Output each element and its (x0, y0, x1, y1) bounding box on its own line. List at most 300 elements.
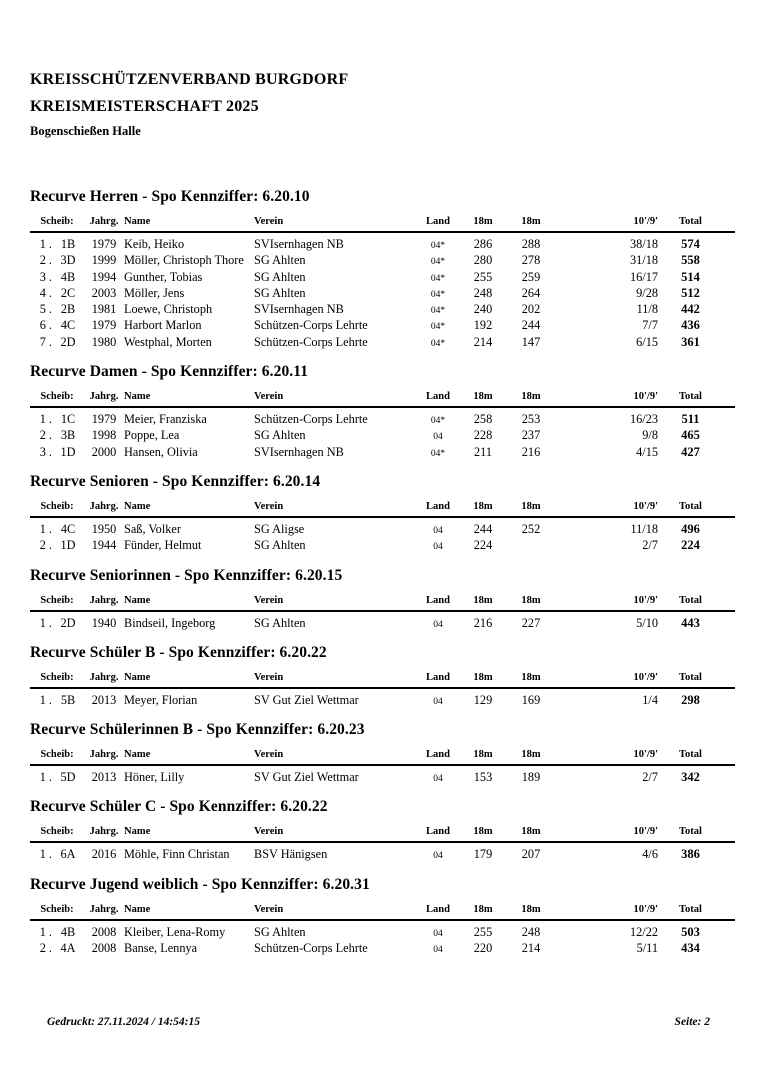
total-cell: 443 (681, 615, 700, 630)
total-cell: 512 (681, 285, 700, 300)
total-cell: 434 (681, 941, 700, 956)
score2-cell: 248 (521, 924, 541, 939)
club-cell: Schützen-Corps Lehrte (254, 412, 368, 427)
year-cell: 1979 (91, 237, 117, 251)
target-cell: 3D (60, 253, 76, 268)
score2-cell: 252 (521, 521, 541, 536)
table-body (30, 769, 735, 785)
result-section (30, 474, 735, 554)
column-header-total: Total (679, 500, 702, 512)
rank-cell: 1 . (39, 924, 52, 939)
column-header-18m-1: 18m (473, 749, 493, 761)
section-title: Recurve Jugend weiblich - Spo Kennziffer: 6.20.31 (30, 875, 370, 893)
total-cell: 503 (681, 924, 700, 939)
year-cell: 1980 (91, 334, 117, 349)
target-cell: 5B (60, 692, 76, 707)
column-header-jahrg: Jahrg. (89, 391, 119, 403)
table-body (30, 615, 735, 631)
target-cell: 2D (60, 615, 76, 630)
rank-cell: 1 . (39, 692, 52, 707)
column-header-tens: 10'/9' (633, 391, 658, 403)
score1-cell: 286 (473, 237, 493, 251)
column-header-18m-2: 18m (521, 826, 541, 838)
section-title: Recurve Damen - Spo Kennziffer: 6.20.11 (30, 363, 309, 381)
section-title: Recurve Herren - Spo Kennziffer: 6.20.10 (30, 188, 310, 205)
target-cell: 1D (60, 444, 76, 459)
column-header-total: Total (679, 749, 702, 761)
total-cell: 386 (681, 847, 700, 862)
table-row (30, 615, 735, 631)
land-cell: 04* (430, 257, 446, 268)
column-header-verein: Verein (254, 826, 284, 838)
column-header-name: Name (124, 594, 151, 606)
column-header-scheibe: Scheib: (40, 391, 74, 403)
column-header-18m-2: 18m (521, 216, 541, 227)
table-row (30, 537, 735, 553)
rank-cell: 1 . (39, 412, 52, 427)
column-header-tens: 10'/9' (633, 500, 658, 512)
column-header-verein: Verein (254, 903, 284, 915)
table-body (30, 846, 735, 862)
target-cell: 1D (60, 538, 76, 553)
tens-cell: 11/18 (630, 521, 658, 536)
target-cell: 6A (60, 847, 76, 862)
score1-cell: 192 (473, 318, 493, 333)
name-cell: Keib, Heiko (124, 237, 185, 251)
year-cell: 1979 (91, 412, 117, 427)
column-header-scheibe: Scheib: (40, 216, 74, 227)
rank-cell: 2 . (39, 538, 52, 553)
score2-cell: 227 (521, 615, 541, 630)
land-cell: 04 (433, 928, 443, 939)
rank-cell: 2 . (39, 428, 52, 443)
column-header-total: Total (679, 903, 702, 915)
club-cell: Schützen-Corps Lehrte (254, 334, 368, 349)
score1-cell: 244 (473, 521, 493, 536)
column-header-name: Name (124, 391, 151, 403)
table-header-row (30, 214, 735, 229)
land-cell: 04* (430, 273, 446, 284)
column-header-18m-1: 18m (473, 391, 493, 403)
column-header-land: Land (426, 903, 450, 915)
club-cell: SV Gut Ziel Wettmar (254, 770, 359, 785)
land-cell: 04* (430, 306, 446, 317)
score1-cell: 216 (473, 615, 493, 630)
header-divider-line (30, 610, 735, 612)
column-header-scheibe: Scheib: (40, 671, 74, 683)
column-header-tens: 10'/9' (633, 594, 658, 606)
target-cell: 3B (60, 428, 76, 443)
land-cell: 04 (433, 851, 443, 862)
table-header-row (30, 499, 735, 514)
rank-cell: 7 . (39, 334, 52, 349)
year-cell: 2016 (91, 847, 117, 862)
tens-cell: 9/8 (642, 428, 658, 443)
section-title: Recurve Schülerinnen B - Spo Kennziffer: 6.20.23 (30, 721, 365, 739)
header-divider-line (30, 406, 735, 408)
target-cell: 1C (60, 412, 76, 427)
score2-cell: 214 (521, 941, 541, 956)
header-divider-line (30, 841, 735, 843)
table-row (30, 252, 735, 268)
club-cell: Schützen-Corps Lehrte (254, 941, 368, 956)
result-section (30, 799, 735, 862)
land-cell: 04 (433, 542, 443, 553)
column-header-jahrg: Jahrg. (89, 749, 119, 761)
year-cell: 2008 (91, 924, 117, 939)
score1-cell: 240 (473, 302, 493, 317)
target-cell: 4B (60, 924, 76, 939)
total-cell: 298 (681, 692, 700, 707)
tens-cell: 4/15 (636, 444, 658, 459)
column-header-verein: Verein (254, 671, 284, 683)
year-cell: 1944 (91, 538, 117, 553)
column-header-verein: Verein (254, 594, 284, 606)
column-header-name: Name (124, 500, 151, 512)
score2-cell: 202 (521, 302, 541, 317)
column-header-land: Land (426, 391, 450, 403)
target-cell: 1B (60, 237, 76, 251)
table-row (30, 317, 735, 333)
section-title: Recurve Seniorinnen - Spo Kennziffer: 6.20.15 (30, 566, 343, 584)
total-cell: 224 (681, 538, 700, 553)
table-row (30, 444, 735, 460)
year-cell: 1998 (91, 428, 117, 443)
column-header-tens: 10'/9' (633, 826, 658, 838)
land-cell: 04* (430, 322, 446, 333)
column-header-18m-2: 18m (521, 671, 541, 683)
score1-cell: 211 (474, 444, 492, 459)
table-row (30, 334, 735, 350)
tens-cell: 7/7 (642, 318, 658, 333)
header-divider-line (30, 231, 735, 233)
section-title: Recurve Schüler C - Spo Kennziffer: 6.20.22 (30, 798, 328, 816)
column-header-verein: Verein (254, 216, 284, 227)
table-header-row (30, 389, 735, 404)
result-section (30, 364, 735, 460)
score2-cell: 216 (521, 444, 541, 459)
column-header-18m-2: 18m (521, 749, 541, 761)
score2-cell: 259 (521, 269, 541, 284)
land-cell: 04* (430, 448, 446, 459)
rank-cell: 4 . (39, 285, 52, 300)
year-cell: 2013 (91, 692, 117, 707)
tens-cell: 1/4 (642, 692, 658, 707)
column-header-scheibe: Scheib: (40, 594, 74, 606)
column-header-18m-1: 18m (473, 671, 493, 683)
result-section (30, 722, 735, 785)
column-header-18m-2: 18m (521, 903, 541, 915)
table-body (30, 521, 735, 554)
name-cell: Kleiber, Lena-Romy (124, 924, 226, 939)
column-header-jahrg: Jahrg. (89, 500, 119, 512)
column-header-name: Name (124, 826, 151, 838)
score2-cell: 169 (521, 692, 541, 707)
column-header-18m-1: 18m (473, 594, 493, 606)
name-cell: Poppe, Lea (124, 428, 180, 443)
score1-cell: 258 (473, 412, 493, 427)
column-header-tens: 10'/9' (633, 671, 658, 683)
tens-cell: 31/18 (629, 253, 658, 268)
club-cell: SG Ahlten (254, 269, 306, 284)
column-header-total: Total (679, 826, 702, 838)
table-row (30, 301, 735, 317)
total-cell: 514 (681, 269, 700, 284)
column-header-land: Land (426, 749, 450, 761)
club-cell: SG Ahlten (254, 538, 306, 553)
land-cell: 04 (433, 525, 443, 536)
tens-cell: 38/18 (629, 237, 658, 251)
total-cell: 342 (681, 770, 700, 785)
land-cell: 04 (433, 619, 443, 630)
table-header-row (30, 902, 735, 917)
land-cell: 04 (433, 432, 443, 443)
year-cell: 2000 (91, 444, 117, 459)
results-sections (30, 189, 735, 970)
total-cell: 465 (681, 428, 700, 443)
land-cell: 04* (430, 416, 446, 427)
score1-cell: 248 (473, 285, 493, 300)
rank-cell: 1 . (39, 615, 52, 630)
club-cell: SG Ahlten (254, 253, 306, 268)
column-header-land: Land (426, 826, 450, 838)
tens-cell: 9/28 (636, 285, 658, 300)
column-header-tens: 10'/9' (633, 216, 658, 227)
rank-cell: 5 . (39, 302, 52, 317)
table-row (30, 285, 735, 301)
column-header-name: Name (124, 749, 151, 761)
column-header-verein: Verein (254, 391, 284, 403)
name-cell: Meyer, Florian (124, 692, 198, 707)
score2-cell: 207 (521, 847, 541, 862)
table-row (30, 769, 735, 785)
score2-cell: 147 (521, 334, 541, 349)
event-title: KREISMEISTERSCHAFT 2025 (30, 98, 259, 115)
total-cell: 427 (681, 444, 700, 459)
table-body (30, 411, 735, 460)
column-header-18m-2: 18m (521, 391, 541, 403)
column-header-18m-1: 18m (473, 216, 493, 227)
total-cell: 558 (681, 253, 700, 268)
score2-cell: 253 (521, 412, 541, 427)
rank-cell: 1 . (39, 770, 52, 785)
year-cell: 1950 (91, 521, 117, 536)
year-cell: 2003 (91, 285, 117, 300)
total-cell: 436 (681, 318, 700, 333)
club-cell: SVIsernhagen NB (254, 444, 344, 459)
column-header-jahrg: Jahrg. (89, 216, 119, 227)
name-cell: Höner, Lilly (124, 770, 185, 785)
column-header-name: Name (124, 216, 151, 227)
land-cell: 04 (433, 774, 443, 785)
name-cell: Meier, Franziska (124, 412, 207, 427)
column-header-total: Total (679, 671, 702, 683)
score2-cell: 189 (521, 770, 541, 785)
column-header-tens: 10'/9' (633, 903, 658, 915)
discipline-subtitle: Bogenschießen Halle (30, 124, 141, 138)
club-cell: SG Ahlten (254, 428, 306, 443)
header-divider-line (30, 516, 735, 518)
score1-cell: 179 (473, 847, 493, 862)
column-header-jahrg: Jahrg. (89, 594, 119, 606)
tens-cell: 2/7 (642, 538, 658, 553)
rank-cell: 2 . (39, 253, 52, 268)
table-row (30, 269, 735, 285)
name-cell: Westphal, Morten (124, 334, 212, 349)
header-divider-line (30, 764, 735, 766)
tens-cell: 11/8 (636, 302, 658, 317)
section-title: Recurve Senioren - Spo Kennziffer: 6.20.14 (30, 472, 321, 490)
total-cell: 511 (681, 412, 700, 427)
total-cell: 496 (681, 521, 700, 536)
rank-cell: 1 . (39, 237, 52, 251)
column-header-scheibe: Scheib: (40, 500, 74, 512)
score1-cell: 224 (473, 538, 493, 553)
table-body (30, 924, 735, 957)
column-header-18m-2: 18m (521, 500, 541, 512)
printed-timestamp: Gedruckt: 27.11.2024 / 14:54:15 (47, 1016, 201, 1028)
document-header (30, 72, 348, 138)
tens-cell: 4/6 (642, 847, 658, 862)
table-header-row (30, 670, 735, 685)
name-cell: Saß, Volker (124, 521, 181, 536)
name-cell: Banse, Lennya (124, 941, 198, 956)
column-header-tens: 10'/9' (633, 749, 658, 761)
tens-cell: 5/11 (636, 941, 658, 956)
total-cell: 361 (681, 334, 700, 349)
result-section (30, 189, 735, 350)
rank-cell: 6 . (39, 318, 52, 333)
rank-cell: 3 . (39, 444, 52, 459)
column-header-scheibe: Scheib: (40, 749, 74, 761)
score1-cell: 220 (473, 941, 493, 956)
column-header-name: Name (124, 671, 151, 683)
table-body (30, 236, 735, 350)
column-header-jahrg: Jahrg. (89, 903, 119, 915)
rank-cell: 3 . (39, 269, 52, 284)
club-cell: SG Ahlten (254, 615, 306, 630)
club-cell: BSV Hänigsen (254, 847, 328, 862)
year-cell: 1940 (91, 615, 117, 630)
rank-cell: 2 . (39, 941, 52, 956)
header-divider-line (30, 919, 735, 921)
target-cell: 4C (60, 521, 76, 536)
page-footer (47, 1016, 710, 1028)
table-row (30, 427, 735, 443)
score1-cell: 280 (473, 253, 493, 268)
score1-cell: 129 (473, 692, 493, 707)
table-row (30, 924, 735, 940)
section-title: Recurve Schüler B - Spo Kennziffer: 6.20.22 (30, 643, 327, 661)
column-header-land: Land (426, 594, 450, 606)
score2-cell: 237 (521, 428, 541, 443)
result-section (30, 568, 735, 631)
score1-cell: 214 (473, 334, 493, 349)
column-header-18m-1: 18m (473, 826, 493, 838)
column-header-total: Total (679, 594, 702, 606)
target-cell: 2D (60, 334, 76, 349)
year-cell: 1999 (91, 253, 117, 268)
tens-cell: 16/17 (629, 269, 658, 284)
table-header-row (30, 747, 735, 762)
table-row (30, 692, 735, 708)
column-header-jahrg: Jahrg. (89, 826, 119, 838)
name-cell: Harbort Marlon (124, 318, 202, 333)
target-cell: 4C (60, 318, 76, 333)
land-cell: 04* (430, 289, 446, 300)
target-cell: 2B (60, 302, 76, 317)
score1-cell: 228 (473, 428, 493, 443)
organization-title: KREISSCHÜTZENVERBAND BURGDORF (30, 71, 349, 88)
table-header-row (30, 824, 735, 839)
year-cell: 2008 (91, 941, 117, 956)
table-row (30, 521, 735, 537)
name-cell: Gunther, Tobias (124, 269, 203, 284)
tens-cell: 6/15 (636, 334, 658, 349)
page-number: Seite: 2 (674, 1016, 710, 1028)
column-header-jahrg: Jahrg. (89, 671, 119, 683)
table-header-row (30, 593, 735, 608)
name-cell: Bindseil, Ingeborg (124, 615, 216, 630)
club-cell: SG Ahlten (254, 924, 306, 939)
column-header-18m-2: 18m (521, 594, 541, 606)
score2-cell: 278 (521, 253, 541, 268)
target-cell: 2C (60, 285, 76, 300)
land-cell: 04* (430, 241, 446, 251)
year-cell: 1981 (91, 302, 117, 317)
year-cell: 1979 (91, 318, 117, 333)
club-cell: SV Gut Ziel Wettmar (254, 692, 359, 707)
target-cell: 4A (60, 941, 76, 956)
year-cell: 1994 (91, 269, 117, 284)
column-header-verein: Verein (254, 749, 284, 761)
column-header-18m-1: 18m (473, 903, 493, 915)
target-cell: 4B (60, 269, 76, 284)
score1-cell: 255 (473, 269, 493, 284)
rank-cell: 1 . (39, 521, 52, 536)
name-cell: Möller, Jens (124, 285, 185, 300)
result-section (30, 877, 735, 957)
column-header-verein: Verein (254, 500, 284, 512)
land-cell: 04* (430, 338, 446, 349)
table-row (30, 411, 735, 427)
column-header-land: Land (426, 216, 450, 227)
name-cell: Loewe, Christoph (124, 302, 213, 317)
column-header-land: Land (426, 671, 450, 683)
target-cell: 5D (60, 770, 76, 785)
land-cell: 04 (433, 696, 443, 707)
result-section (30, 645, 735, 708)
score2-cell: 264 (521, 285, 541, 300)
table-row (30, 236, 735, 252)
score1-cell: 153 (473, 770, 493, 785)
land-cell: 04 (433, 945, 443, 956)
column-header-name: Name (124, 903, 151, 915)
club-cell: SVIsernhagen NB (254, 302, 344, 317)
table-row (30, 940, 735, 956)
club-cell: SVIsernhagen NB (254, 237, 344, 251)
score1-cell: 255 (473, 924, 493, 939)
column-header-scheibe: Scheib: (40, 826, 74, 838)
column-header-total: Total (679, 391, 702, 403)
club-cell: SG Ahlten (254, 285, 306, 300)
table-body (30, 692, 735, 708)
column-header-total: Total (679, 216, 702, 227)
rank-cell: 1 . (39, 847, 52, 862)
club-cell: SG Aligse (254, 521, 305, 536)
year-cell: 2013 (91, 770, 117, 785)
table-row (30, 846, 735, 862)
